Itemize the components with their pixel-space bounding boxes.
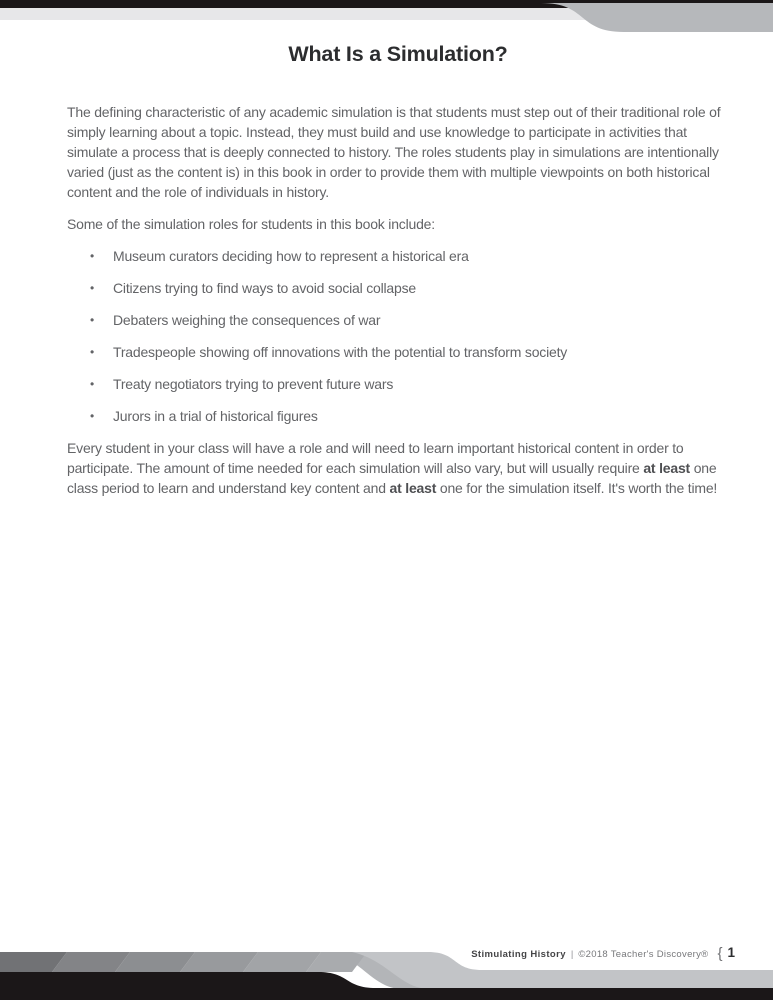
- footer-copyright: ©2018 Teacher's Discovery®: [578, 949, 709, 960]
- list-item: [67, 406, 729, 426]
- bullet-icon: •: [90, 377, 95, 391]
- closing-text: one class period to learn and understand key content and: [67, 460, 717, 496]
- top-light-band: [0, 8, 600, 20]
- footer-page-number: 1: [727, 945, 735, 960]
- intro-paragraph: The defining characteristic of any academic simulation is that students must step out of their traditional role of simply learning about a topic. Instead, they must build and use knowledge to participate in activities that simulate a process that is deeply connected to history. The roles students play in simulations are intentionally varied (just as the content is) in this book in order to provide them with multiple viewpoints on both historical content and the role of individuals in history.: [67, 104, 721, 200]
- bottom-decoration: [0, 940, 773, 1000]
- footer-book-title: Stimulating History: [471, 949, 566, 960]
- top-decoration: [0, 0, 773, 34]
- page-content: [67, 41, 729, 510]
- list-item-text: Museum curators deciding how to represent a historical era: [113, 248, 469, 264]
- list-item-text: Jurors in a trial of historical figures: [113, 408, 318, 424]
- closing-bold-emphasis: at least: [643, 460, 690, 476]
- bullet-icon: •: [90, 345, 95, 359]
- list-item-text: Debaters weighing the consequences of war: [113, 312, 381, 328]
- list-lead-paragraph: Some of the simulation roles for students in this book include:: [67, 216, 435, 232]
- bullet-icon: •: [90, 249, 95, 263]
- list-item: [67, 342, 729, 362]
- list-item: [67, 246, 729, 266]
- closing-text: one for the simulation itself. It's worth the time!: [436, 480, 718, 496]
- bullet-icon: •: [90, 281, 95, 295]
- bullet-icon: •: [90, 313, 95, 327]
- page-title: What Is a Simulation?: [288, 42, 508, 66]
- closing-paragraph: [67, 438, 729, 498]
- closing-bold-emphasis: at least: [389, 480, 437, 496]
- bullet-icon: •: [90, 409, 95, 423]
- list-item-text: Tradespeople showing off innovations with the potential to transform society: [113, 344, 568, 360]
- footer-brace-icon: {: [717, 945, 723, 962]
- list-item-text: Citizens trying to find ways to avoid social collapse: [113, 280, 416, 296]
- closing-text: Every student in your class will have a role and will need to learn important historical content in order to participate. The amount of time needed for each simulation will also vary, but will usually require: [67, 440, 684, 476]
- list-item: [67, 310, 729, 330]
- footer-separator: |: [570, 949, 574, 960]
- list-item-text: Treaty negotiators trying to prevent future wars: [113, 376, 394, 392]
- list-item: [67, 278, 729, 298]
- bottom-light-band: [352, 952, 773, 989]
- simulation-roles-list: [67, 246, 729, 426]
- list-item: [67, 374, 729, 394]
